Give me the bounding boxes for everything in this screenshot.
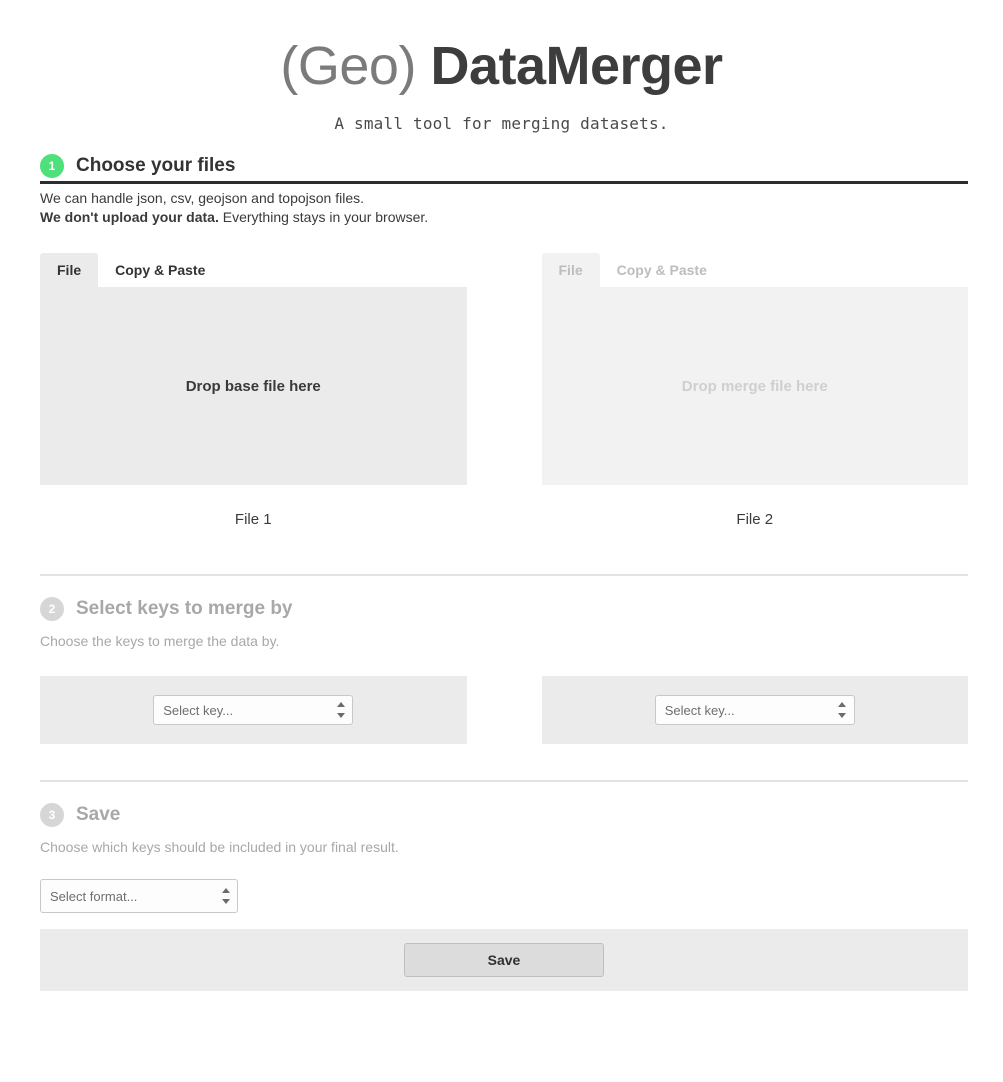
step1-desc-bold: We don't upload your data. xyxy=(40,209,219,225)
file-panels xyxy=(40,251,968,528)
tab-file1-file[interactable]: File xyxy=(40,253,98,287)
section-save xyxy=(0,782,1003,991)
step2-title: Select keys to merge by xyxy=(76,598,293,619)
section-choose-files xyxy=(0,133,1003,528)
key-select-row xyxy=(40,676,968,744)
save-bar xyxy=(40,929,968,991)
step3-description: Choose which keys should be included in your final result. xyxy=(40,839,399,855)
step2-header xyxy=(40,597,968,621)
key-select-1[interactable] xyxy=(153,695,353,725)
tab-file1-paste[interactable]: Copy & Paste xyxy=(115,262,206,278)
page-title xyxy=(0,34,1003,98)
dropzone-base-file[interactable]: Drop base file here xyxy=(40,287,467,485)
key-select-1-wrap xyxy=(153,695,353,725)
step1-header xyxy=(40,154,968,178)
file-panel-1 xyxy=(40,251,467,528)
step3-badge: 3 xyxy=(40,803,64,827)
file1-tabs xyxy=(40,251,467,287)
key-select-box-2 xyxy=(542,676,969,744)
key-select-box-1 xyxy=(40,676,467,744)
key-select-2[interactable] xyxy=(655,695,855,725)
step2-description: Choose the keys to merge the data by. xyxy=(40,633,280,649)
step3-title: Save xyxy=(76,804,121,825)
tab-file2-paste[interactable]: Copy & Paste xyxy=(616,262,707,278)
file-panel-2 xyxy=(542,251,969,528)
tab-file2-file[interactable]: File xyxy=(542,253,600,287)
format-select[interactable] xyxy=(40,879,238,913)
step1-desc-rest: Everything stays in your browser. xyxy=(218,209,429,225)
step1-badge: 1 xyxy=(40,154,64,178)
step2-badge: 2 xyxy=(40,597,64,621)
step1-title: Choose your files xyxy=(76,155,236,176)
step1-desc-line1: We can handle json, csv, geojson and topojson files. xyxy=(40,190,365,206)
file1-caption: File 1 xyxy=(234,511,272,528)
app-header xyxy=(0,0,1003,133)
save-button[interactable]: Save xyxy=(404,943,604,977)
page-subtitle: A small tool for merging datasets. xyxy=(334,114,669,133)
format-select-container xyxy=(40,879,238,913)
file2-tabs xyxy=(542,251,969,287)
step3-header xyxy=(40,803,968,827)
file2-caption: File 2 xyxy=(736,511,774,528)
title-main: DataMerger xyxy=(430,36,723,96)
step1-description xyxy=(40,189,968,227)
header-divider xyxy=(40,181,968,184)
section-select-keys xyxy=(0,576,1003,744)
title-prefix: (Geo) xyxy=(280,36,416,96)
format-select-wrap xyxy=(40,879,968,913)
dropzone-merge-file[interactable]: Drop merge file here xyxy=(542,287,969,485)
key-select-2-wrap xyxy=(655,695,855,725)
